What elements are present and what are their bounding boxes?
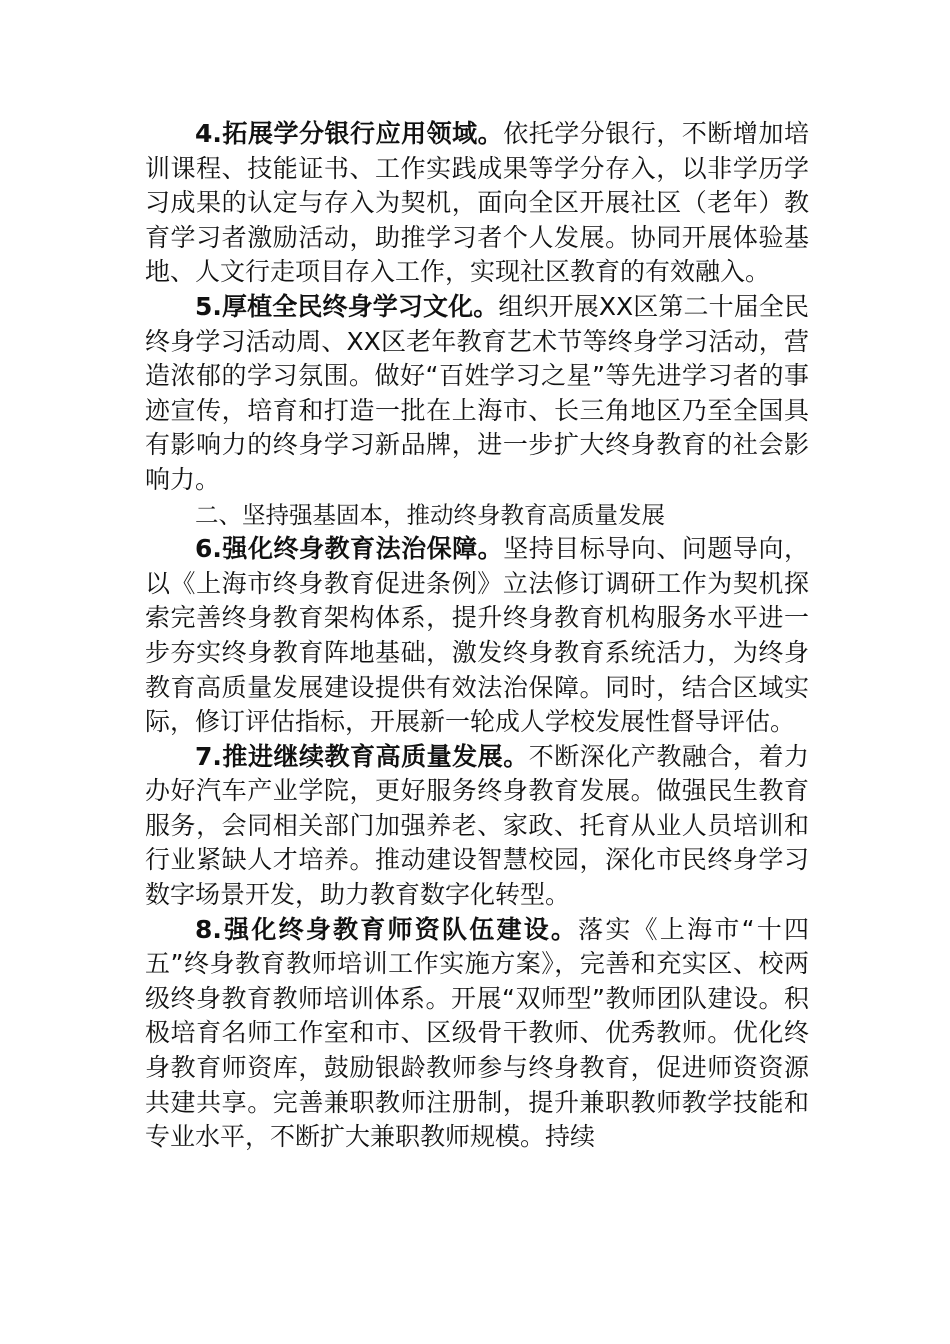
paragraph-8-body: 落实《上海市“十四五”终身教育教师培训工作实施方案》，完善和充实区、校两级终身教育教师培训体系。开展“双师型”教师团队建设。积极培育名师工作室和市、区级骨干教师、优秀教师。优化终身教育师资库，鼓励银龄教师参与终身教育，促进师资资源共建共享。完善兼职教师注册制，提升兼职教师教学技能和专业水平，不断扩大兼职教师规模。持续 (145, 914, 809, 1152)
paragraph-6-body: 坚持目标导向、问题导向，以《上海市终身教育促进条例》立法修订调研工作为契机探索完善终身教育架构体系，提升终身教育机构服务水平进一步夯实终身教育阵地基础，激发终身教育系统活力，为终身教育高质量发展建设提供有效法治保障。同时，结合区域实际，修订评估指标，开展新一轮成人学校发展性督导评估。 (145, 534, 809, 737)
paragraph-5 (145, 290, 809, 498)
paragraph-6 (145, 532, 809, 740)
paragraph-7-body: 不断深化产教融合，着力办好汽车产业学院，更好服务终身教育发展。做强民生教育服务，会同相关部门加强养老、家政、托育从业人员培训和行业紧缺人才培养。推动建设智慧校园，深化市民终身学习数字场景开发，助力教育数字化转型。 (145, 741, 809, 910)
paragraph-4-heading: 4.拓展学分银行应用领域。 (195, 119, 504, 148)
paragraph-5-body: 组织开展XX区第二十届全民终身学习活动周、XX区老年教育艺术节等终身学习活动，营造浓郁的学习氛围。做好“百姓学习之星”等先进学习者的事迹宣传，培育和打造一批在上海市、长三角地区乃至全国具有影响力的终身学习新品牌，进一步扩大终身教育的社会影响力。 (145, 291, 809, 494)
paragraph-4 (145, 117, 809, 290)
paragraph-7-heading: 7.推进继续教育高质量发展。 (195, 741, 529, 771)
paragraph-7 (145, 740, 809, 913)
paragraph-4-body: 依托学分银行，不断增加培训课程、技能证书、工作实践成果等学分存入，以非学历学习成果的认定与存入为契机，面向全区开展社区（老年）教育学习者激励活动，助推学习者个人发展。协同开展体验基地、人文行走项目存入工作，实现社区教育的有效融入。 (145, 119, 809, 287)
paragraph-6-heading: 6.强化终身教育法治保障。 (195, 534, 504, 564)
document-page (145, 117, 809, 1155)
paragraph-5-heading: 5.厚植全民终身学习文化。 (195, 291, 499, 321)
paragraph-8 (145, 913, 809, 1155)
paragraph-8-heading: 8.强化终身教育师资队伍建设。 (195, 914, 579, 944)
section-heading: 二、坚持强基固本，推动终身教育高质量发展 (195, 500, 665, 529)
